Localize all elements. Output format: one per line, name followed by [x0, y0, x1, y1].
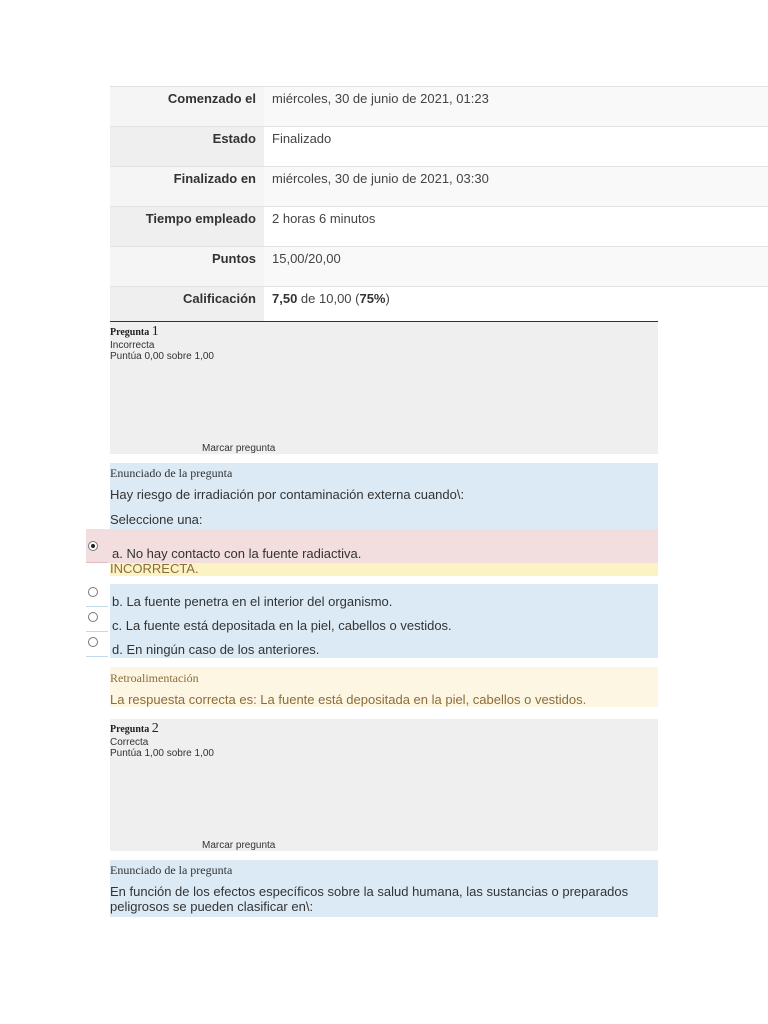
- radio-icon[interactable]: [88, 637, 98, 647]
- summary-value: 2 horas 6 minutos: [264, 207, 768, 246]
- question-label: Pregunta: [110, 327, 150, 338]
- summary-row-grade: [110, 286, 768, 326]
- radio-icon[interactable]: [88, 612, 98, 622]
- question-prompt-heading: Enunciado de la pregunta: [110, 863, 233, 877]
- option-underline: [86, 631, 108, 632]
- question-number: [110, 721, 658, 737]
- answer-option-b[interactable]: [86, 584, 658, 608]
- question-number: [110, 324, 658, 340]
- summary-value: 15,00/20,00: [264, 247, 768, 286]
- grade-value: 7,50: [272, 291, 298, 306]
- question-2-formulation: [110, 860, 658, 917]
- correct-answer-text: La respuesta correcta es: La fuente está depositada en la piel, cabellos o vestidos.: [110, 692, 587, 707]
- summary-value: miércoles, 30 de junio de 2021, 03:30: [264, 167, 768, 206]
- question-number-value: 2: [151, 721, 159, 736]
- question-grade: Puntúa 1,00 sobre 1,00: [110, 748, 214, 759]
- summary-row-finished: [110, 166, 768, 206]
- summary-label: Finalizado en: [110, 167, 264, 206]
- grade-percent: 75%: [359, 291, 386, 306]
- option-text: b. La fuente penetra en el interior del organismo.: [112, 594, 393, 609]
- flag-question-link[interactable]: Marcar pregunta: [202, 443, 276, 454]
- question-1-feedback: [110, 667, 658, 707]
- incorrect-label: INCORRECTA.: [110, 561, 199, 576]
- attempt-summary-table: [110, 86, 768, 326]
- feedback-heading: Retroalimentación: [110, 671, 199, 685]
- select-one-label: Seleccione una:: [110, 512, 203, 527]
- question-label: Pregunta: [110, 724, 150, 735]
- incorrect-feedback: [110, 563, 658, 576]
- answer-option-a[interactable]: [86, 529, 658, 563]
- flag-question-link[interactable]: Marcar pregunta: [202, 840, 276, 851]
- grade-end: ): [385, 291, 390, 306]
- question-grade: Puntúa 0,00 sobre 1,00: [110, 351, 214, 362]
- summary-row-time: [110, 206, 768, 246]
- summary-label: Comenzado el: [110, 87, 264, 126]
- option-underline: [86, 656, 108, 657]
- question-number-value: 1: [151, 324, 159, 339]
- option-text: c. La fuente está depositada en la piel, cabellos o vestidos.: [112, 618, 452, 633]
- question-prompt-heading: Enunciado de la pregunta: [110, 466, 233, 480]
- question-1-info: [110, 321, 658, 454]
- option-text: d. En ningún caso de los anteriores.: [112, 642, 320, 657]
- answer-options-group: [86, 584, 658, 658]
- summary-value: miércoles, 30 de junio de 2021, 01:23: [264, 87, 768, 126]
- question-state: Correcta: [110, 737, 149, 748]
- summary-row-points: [110, 246, 768, 286]
- radio-selected-icon[interactable]: [88, 541, 98, 551]
- question-state: Incorrecta: [110, 340, 155, 351]
- summary-label: Puntos: [110, 247, 264, 286]
- option-underline: [86, 606, 108, 607]
- summary-label: Estado: [110, 127, 264, 166]
- question-2-info: [110, 719, 658, 851]
- question-1-formulation: [110, 463, 658, 529]
- grade-mid: de 10,00 (: [297, 291, 360, 306]
- summary-label: Calificación: [110, 287, 264, 326]
- summary-label: Tiempo empleado: [110, 207, 264, 246]
- option-underline: [86, 562, 108, 563]
- question-text: En función de los efectos específicos sobre la salud humana, las sustancias o preparados peligrosos se pueden clasificar en\:: [110, 884, 629, 914]
- summary-row-state: [110, 126, 768, 166]
- answer-option-c[interactable]: [86, 609, 658, 633]
- answer-option-d[interactable]: [86, 634, 658, 658]
- option-text: a. No hay contacto con la fuente radiactiva.: [112, 546, 362, 561]
- summary-row-started: [110, 86, 768, 126]
- radio-icon[interactable]: [88, 587, 98, 597]
- question-text: Hay riesgo de irradiación por contaminación externa cuando\:: [110, 487, 465, 502]
- summary-value: Finalizado: [264, 127, 768, 166]
